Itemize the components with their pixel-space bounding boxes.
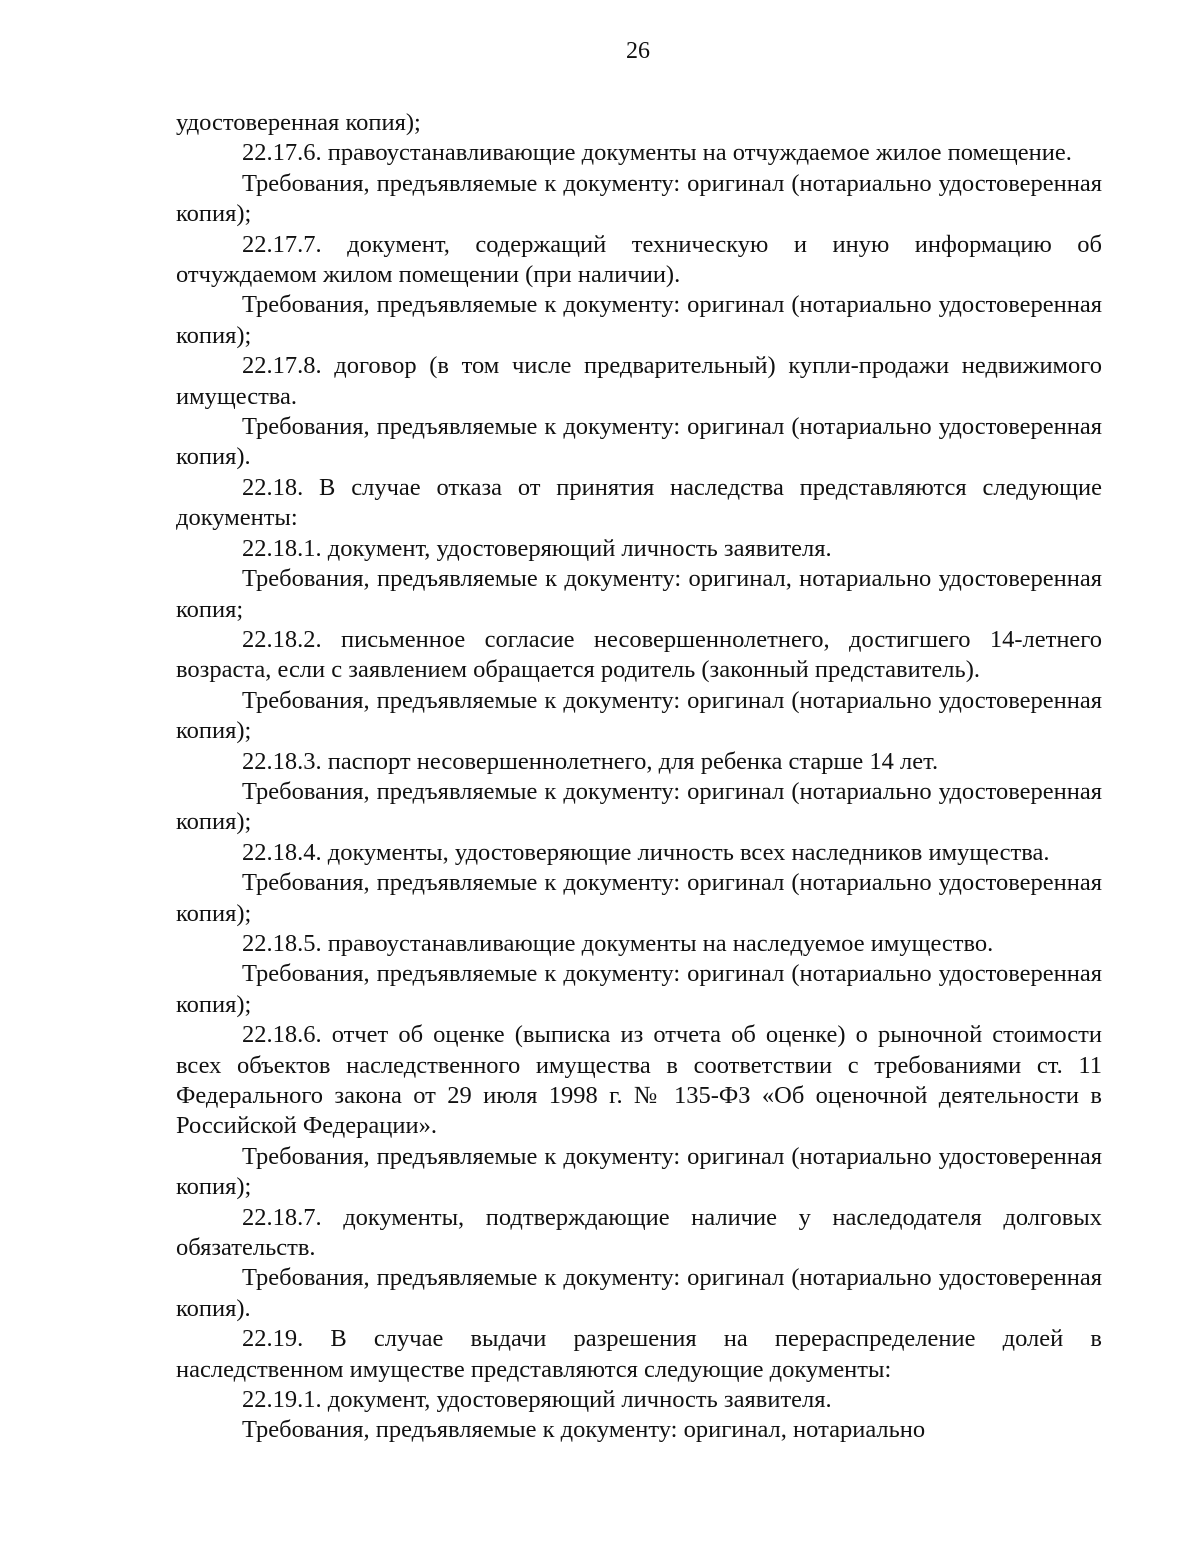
paragraph: 22.17.7. документ, содержащий техническую и иную информацию об отчуждаемом жилом помещении (при наличии).: [176, 230, 1102, 289]
paragraph: 22.18.3. паспорт несовершеннолетнего, для ребенка старше 14 лет.: [242, 747, 939, 775]
paragraph: 22.18.5. правоустанавливающие документы на наследуемое имущество.: [242, 929, 994, 957]
paragraph: удостоверенная копия);: [176, 109, 421, 136]
paragraph: 22.17.8. договор (в том числе предварительный) купли-продажи недвижимого имущества.: [176, 352, 1102, 410]
paragraph: Требования, предъявляемые к документу: оригинал (нотариально удостоверенная копия);: [176, 169, 1102, 228]
paragraph: 22.18.2. письменное согласие несовершеннолетнего, достигшего 14-летнего возраста, если с заявлением обращается родитель (законный представитель).: [176, 625, 1102, 684]
paragraph: 22.19.1. документ, удостоверяющий личность заявителя.: [242, 1386, 832, 1414]
paragraph: 22.19. В случае выдачи разрешения на перераспределение долей в наследственном имуществе представляются следующие документы:: [176, 1325, 1102, 1383]
paragraph: 22.18.7. документы, подтверждающие наличие у наследодателя долговых обязательств.: [176, 1203, 1102, 1262]
paragraph: Требования, предъявляемые к документу: оригинал (нотариально удостоверенная копия);: [176, 291, 1102, 349]
page-number: 26: [626, 38, 650, 64]
document-body: [176, 108, 1102, 1446]
paragraph: Требования, предъявляемые к документу: оригинал (нотариально удостоверенная копия);: [176, 777, 1102, 836]
paragraph: Требования, предъявляемые к документу: оригинал (нотариально удостоверенная копия);: [176, 1142, 1102, 1201]
paragraph: 22.18.6. отчет об оценке (выписка из отчета об оценке) о рыночной стоимости всех объектов наследственного имущества в соответствии с требованиями ст. 11 Федерального закона от 29 июля 1998 г. № 135-ФЗ «Об оценочной деятельности в Российской Федерации».: [176, 1021, 1102, 1140]
paragraph: Требования, предъявляемые к документу: оригинал (нотариально удостоверенная копия).: [176, 413, 1102, 471]
paragraph: Требования, предъявляемые к документу: оригинал, нотариально: [242, 1416, 926, 1444]
paragraph: 22.18.1. документ, удостоверяющий личность заявителя.: [242, 534, 832, 562]
paragraph: 22.18. В случае отказа от принятия наследства представляются следующие документы:: [176, 473, 1102, 532]
paragraph: 22.18.4. документы, удостоверяющие личность всех наследников имущества.: [242, 838, 1050, 866]
paragraph: Требования, предъявляемые к документу: оригинал (нотариально удостоверенная копия);: [176, 960, 1102, 1018]
paragraph: 22.17.6. правоустанавливающие документы на отчуждаемое жилое помещение.: [242, 139, 1072, 167]
paragraph: Требования, предъявляемые к документу: оригинал (нотариально удостоверенная копия);: [176, 686, 1102, 745]
paragraph: Требования, предъявляемые к документу: оригинал (нотариально удостоверенная копия);: [176, 869, 1102, 927]
paragraph: Требования, предъявляемые к документу: оригинал (нотариально удостоверенная копия).: [176, 1264, 1102, 1322]
paragraph: Требования, предъявляемые к документу: оригинал, нотариально удостоверенная копия;: [176, 565, 1102, 623]
